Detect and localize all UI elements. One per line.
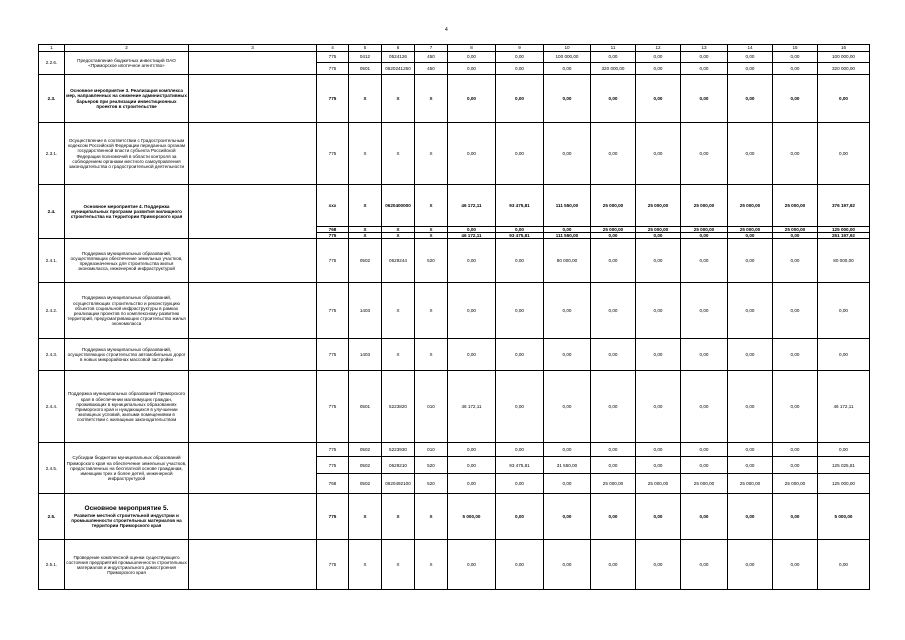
value-cell: 125 000,00 <box>818 474 870 494</box>
value-cell: 0,00 <box>636 52 681 63</box>
value-cell: 0,00 <box>681 52 728 63</box>
value-cell: 0,00 <box>591 443 636 457</box>
table-row <box>39 443 870 457</box>
value-cell: 0,00 <box>681 123 728 185</box>
value-cell: 0501 <box>349 371 382 443</box>
value-cell: 775 <box>317 540 349 590</box>
value-cell: 0,00 <box>681 457 728 474</box>
header-cell: 14 <box>728 45 773 52</box>
blank-cell <box>189 185 317 239</box>
table-row <box>39 371 870 443</box>
value-cell: X <box>382 75 415 123</box>
value-cell: 0,00 <box>728 371 773 443</box>
value-cell: 25 000,00 <box>591 185 636 227</box>
table-row <box>39 185 870 227</box>
value-cell: 5 000,00 <box>818 494 870 540</box>
value-cell: 0,00 <box>681 540 728 590</box>
value-cell: X <box>415 227 448 233</box>
value-cell: 0,00 <box>448 474 496 494</box>
value-cell: 111 550,00 <box>544 185 591 227</box>
value-cell: 520 <box>415 474 448 494</box>
value-cell: 0620400000 <box>382 185 415 227</box>
row-name-text: Поддержка муниципальных образований Приморского края в обеспечении малоимущих граждан, проживающих в муниципальных образованиях Приморского края и нуждающихся в улучшении жилищных условий, жилыми помещениями в соответствии с жилищным законодательством <box>67 391 186 423</box>
value-cell: 0,00 <box>728 233 773 239</box>
value-cell: 25 000,00 <box>728 185 773 227</box>
row-name <box>65 443 189 494</box>
value-cell: 93 475,81 <box>496 233 544 239</box>
value-cell: 376 197,92 <box>818 185 870 227</box>
value-cell: 775 <box>317 239 349 283</box>
value-cell: 010 <box>415 443 448 457</box>
row-name-text: Основное мероприятие 3. Реализация комплекса мер, направленных на снижение административных барьеров при реализации инвестиционных проектов в строительстве <box>66 88 187 109</box>
value-cell: 0629244 <box>382 239 415 283</box>
value-cell: 5 000,00 <box>448 494 496 540</box>
value-cell: 0,00 <box>448 63 496 75</box>
blank-cell <box>189 339 317 371</box>
value-cell: 100 000,00 <box>818 52 870 63</box>
value-cell: 520 <box>415 457 448 474</box>
value-cell: 0,00 <box>544 443 591 457</box>
row-name-text: Предоставление бюджетных инвестиций ОАО «Приморское ипотечное агентство» <box>77 57 176 68</box>
value-cell: 25 000,00 <box>681 474 728 494</box>
table-row <box>39 339 870 371</box>
value-cell: 0,00 <box>496 75 544 123</box>
value-cell: 0,00 <box>496 227 544 233</box>
value-cell: X <box>349 233 382 239</box>
value-cell: 25 000,00 <box>728 474 773 494</box>
value-cell: 775 <box>317 457 349 474</box>
value-cell: X <box>382 123 415 185</box>
value-cell: X <box>382 227 415 233</box>
header-cell: 3 <box>189 45 317 52</box>
row-name <box>65 494 189 540</box>
value-cell: 0,00 <box>636 283 681 339</box>
row-name <box>65 339 189 371</box>
value-cell: 0,00 <box>496 339 544 371</box>
value-cell: 0620492100 <box>382 474 415 494</box>
value-cell: 0,00 <box>773 123 818 185</box>
value-cell: 0,00 <box>773 540 818 590</box>
value-cell: 0,00 <box>681 371 728 443</box>
value-cell: 768 <box>317 474 349 494</box>
blank-cell <box>189 494 317 540</box>
blank-cell <box>189 443 317 494</box>
value-cell: 0,00 <box>681 443 728 457</box>
value-cell: 0,00 <box>544 227 591 233</box>
header-cell: 13 <box>681 45 728 52</box>
blank-cell <box>189 52 317 75</box>
row-name <box>65 239 189 283</box>
row-name <box>65 75 189 123</box>
value-cell: 0,00 <box>636 371 681 443</box>
value-cell: X <box>349 123 382 185</box>
row-name-text: Основное мероприятие 5. <box>84 505 169 513</box>
value-cell: 0,00 <box>681 339 728 371</box>
value-cell: 0,00 <box>591 123 636 185</box>
value-cell: 0,00 <box>681 75 728 123</box>
table-row <box>39 540 870 590</box>
value-cell: 0620241250 <box>382 63 415 75</box>
value-cell: 0,00 <box>636 494 681 540</box>
value-cell: 010 <box>415 371 448 443</box>
value-cell: 0,00 <box>728 457 773 474</box>
value-cell: 0,00 <box>496 52 544 63</box>
value-cell: X <box>415 339 448 371</box>
value-cell: 0,00 <box>591 52 636 63</box>
value-cell: 0,00 <box>636 443 681 457</box>
row-name-text: Поддержка муниципальных образований, осуществляющих обеспечение земельных участков, предназначенных для строительства жилья экономкласса, инженерной инфраструктурой <box>70 250 183 271</box>
value-cell: 0,00 <box>591 233 636 239</box>
value-cell: 0,00 <box>681 239 728 283</box>
value-cell: 0,00 <box>728 239 773 283</box>
table-row <box>39 494 870 540</box>
value-cell: 0,00 <box>636 63 681 75</box>
value-cell: 520 <box>415 239 448 283</box>
row-number: 2.4.4. <box>39 371 65 443</box>
value-cell: 25 000,00 <box>681 227 728 233</box>
value-cell: 5223930 <box>382 443 415 457</box>
row-name <box>65 123 189 185</box>
header-cell: 5 <box>349 45 382 52</box>
row-number: 2.2.6. <box>39 52 65 75</box>
value-cell: 0502 <box>349 474 382 494</box>
value-cell: 775 <box>317 494 349 540</box>
row-name <box>65 540 189 590</box>
value-cell: 0,00 <box>681 233 728 239</box>
row-number: 2.5. <box>39 494 65 540</box>
value-cell: ххх <box>317 185 349 227</box>
value-cell: 0,00 <box>591 371 636 443</box>
value-cell: 111 550,00 <box>544 233 591 239</box>
row-name <box>65 185 189 239</box>
table-row <box>39 52 870 63</box>
value-cell: 0,00 <box>544 494 591 540</box>
value-cell: 0,00 <box>636 75 681 123</box>
header-cell: 8 <box>448 45 496 52</box>
value-cell: 0,00 <box>681 494 728 540</box>
row-name-text: Проведение комплексной оценки существующего состояния предприятий промышленности строительных материалов и индустриального домостроения Приморского края <box>66 554 187 575</box>
value-cell: 46 172,11 <box>448 371 496 443</box>
blank-cell <box>189 123 317 185</box>
value-cell: 775 <box>317 123 349 185</box>
value-cell: 775 <box>317 52 349 63</box>
value-cell: 0,00 <box>728 283 773 339</box>
value-cell: 775 <box>317 283 349 339</box>
value-cell: 775 <box>317 233 349 239</box>
value-cell: 0629210 <box>382 457 415 474</box>
value-cell: 0,00 <box>818 283 870 339</box>
value-cell: 775 <box>317 371 349 443</box>
value-cell: 0,00 <box>818 75 870 123</box>
value-cell: X <box>382 339 415 371</box>
value-cell: 0412 <box>349 52 382 63</box>
value-cell: 0,00 <box>636 540 681 590</box>
value-cell: 0,00 <box>636 239 681 283</box>
value-cell: 0,00 <box>448 443 496 457</box>
value-cell: 25 000,00 <box>681 185 728 227</box>
value-cell: X <box>349 227 382 233</box>
header-cell: 15 <box>773 45 818 52</box>
header-cell: 10 <box>544 45 591 52</box>
value-cell: 0,00 <box>636 233 681 239</box>
row-name-text: Поддержка муниципальных образований, осуществляющих строительство и реконструкцию объектов социальной инфраструктуры в рамках реализации проектов по комплексному развитию территорий, предусматривающих строительство жилья экономкласса <box>67 295 186 327</box>
value-cell: 775 <box>317 63 349 75</box>
value-cell: 0,00 <box>773 63 818 75</box>
value-cell: 0,00 <box>448 339 496 371</box>
table-row <box>39 283 870 339</box>
value-cell: 0,00 <box>681 283 728 339</box>
row-number: 2.4.5. <box>39 443 65 494</box>
header-cell: 4 <box>317 45 349 52</box>
value-cell: 46 172,11 <box>818 371 870 443</box>
value-cell: 25 000,00 <box>591 227 636 233</box>
value-cell: X <box>415 233 448 239</box>
value-cell: 25 000,00 <box>773 185 818 227</box>
value-cell: 25 000,00 <box>773 227 818 233</box>
value-cell: 25 000,00 <box>636 185 681 227</box>
row-name <box>65 283 189 339</box>
value-cell: X <box>415 185 448 227</box>
value-cell: 0,00 <box>544 474 591 494</box>
value-cell: X <box>415 494 448 540</box>
value-cell: 5223820 <box>382 371 415 443</box>
header-cell: 2 <box>65 45 189 52</box>
value-cell: 0,00 <box>448 540 496 590</box>
value-cell: 46 172,11 <box>448 185 496 227</box>
value-cell: 25 000,00 <box>591 474 636 494</box>
value-cell: 768 <box>317 227 349 233</box>
value-cell: 0,00 <box>544 540 591 590</box>
value-cell: 0502 <box>349 457 382 474</box>
value-cell: 0,00 <box>818 339 870 371</box>
value-cell: 0,00 <box>448 457 496 474</box>
value-cell: 25 000,00 <box>773 474 818 494</box>
value-cell: 0,00 <box>773 371 818 443</box>
value-cell: 775 <box>317 339 349 371</box>
value-cell: 0,00 <box>448 227 496 233</box>
row-number: 2.3.1. <box>39 123 65 185</box>
value-cell: 0,00 <box>728 339 773 371</box>
value-cell: 0,00 <box>591 540 636 590</box>
value-cell: 0502 <box>349 239 382 283</box>
value-cell: X <box>349 540 382 590</box>
value-cell: 25 000,00 <box>636 474 681 494</box>
value-cell: 1403 <box>349 339 382 371</box>
value-cell: 0,00 <box>773 457 818 474</box>
value-cell: 0524126 <box>382 52 415 63</box>
value-cell: 46 172,11 <box>448 233 496 239</box>
row-number: 2.3. <box>39 75 65 123</box>
value-cell: 0,00 <box>496 540 544 590</box>
value-cell: 0,00 <box>544 283 591 339</box>
value-cell: 0,00 <box>636 123 681 185</box>
value-cell: X <box>382 283 415 339</box>
value-cell: 0,00 <box>773 494 818 540</box>
blank-cell <box>189 75 317 123</box>
value-cell: 0,00 <box>773 239 818 283</box>
value-cell: 125 025,81 <box>818 457 870 474</box>
header-cell: 7 <box>415 45 448 52</box>
row-number: 2.5.1. <box>39 540 65 590</box>
value-cell: 0,00 <box>728 75 773 123</box>
value-cell: 320 000,00 <box>818 63 870 75</box>
value-cell: X <box>349 75 382 123</box>
value-cell: X <box>382 540 415 590</box>
value-cell: 0,00 <box>544 371 591 443</box>
value-cell: 0,00 <box>591 75 636 123</box>
value-cell: 0,00 <box>773 75 818 123</box>
value-cell: 0,00 <box>496 474 544 494</box>
table-row <box>39 75 870 123</box>
value-cell: 0,00 <box>591 494 636 540</box>
header-cell: 12 <box>636 45 681 52</box>
value-cell: 251 197,92 <box>818 233 870 239</box>
value-cell: 25 000,00 <box>636 227 681 233</box>
value-cell: 0,00 <box>496 123 544 185</box>
header-cell: 9 <box>496 45 544 52</box>
value-cell: 0,00 <box>544 339 591 371</box>
budget-table <box>38 44 870 590</box>
value-cell: 0,00 <box>636 457 681 474</box>
value-cell: 450 <box>415 52 448 63</box>
value-cell: X <box>415 123 448 185</box>
value-cell: 0,00 <box>728 494 773 540</box>
row-number: 2.4. <box>39 185 65 239</box>
value-cell: 0,00 <box>591 283 636 339</box>
value-cell: 320 000,00 <box>591 63 636 75</box>
value-cell: X <box>415 540 448 590</box>
value-cell: 25 000,00 <box>728 227 773 233</box>
value-cell: 0501 <box>349 63 382 75</box>
value-cell: 0,00 <box>544 75 591 123</box>
value-cell: 0,00 <box>728 52 773 63</box>
table-row <box>39 123 870 185</box>
row-number: 2.4.3. <box>39 339 65 371</box>
value-cell: 0,00 <box>496 63 544 75</box>
value-cell: 0,00 <box>591 239 636 283</box>
value-cell: X <box>415 75 448 123</box>
value-cell: 31 550,00 <box>544 457 591 474</box>
value-cell: 0,00 <box>773 52 818 63</box>
value-cell: 0,00 <box>448 239 496 283</box>
header-cell: 16 <box>818 45 870 52</box>
row-name-text: Поддержка муниципальных образований, осуществляющих строительство автомобильных дорог в новых микрорайонах массовой застройки <box>67 347 186 363</box>
value-cell: 80 000,00 <box>818 239 870 283</box>
value-cell: 775 <box>317 75 349 123</box>
value-cell: 0,00 <box>728 540 773 590</box>
blank-cell <box>189 371 317 443</box>
value-cell: 0,00 <box>728 443 773 457</box>
value-cell: 80 000,00 <box>544 239 591 283</box>
blank-cell <box>189 540 317 590</box>
value-cell: 1403 <box>349 283 382 339</box>
row-name-text: Субсидии бюджетам муниципальных образований Приморского края на обеспечение земельных участков, предоставленных на бесплатной основе гражданам, имеющим трех и более детей, инженерной инфраструктурой <box>66 455 187 481</box>
row-number: 2.4.2. <box>39 283 65 339</box>
value-cell: 0,00 <box>544 63 591 75</box>
value-cell: 0,00 <box>818 443 870 457</box>
value-cell: X <box>349 494 382 540</box>
value-cell: 0,00 <box>818 123 870 185</box>
value-cell: 0,00 <box>773 443 818 457</box>
value-cell: 0,00 <box>773 233 818 239</box>
value-cell: 0,00 <box>818 540 870 590</box>
value-cell: 93 475,81 <box>496 185 544 227</box>
page-number: 4 <box>445 27 448 33</box>
value-cell: 450 <box>415 63 448 75</box>
value-cell: X <box>382 494 415 540</box>
row-name <box>65 52 189 75</box>
value-cell: 775 <box>317 443 349 457</box>
value-cell: 0,00 <box>636 339 681 371</box>
value-cell: 0,00 <box>448 75 496 123</box>
row-name-text: Осуществление в соответствии с Градостроительным кодексом Российской Федерации переданных органам государственной власти субъекта Российской Федерации полномочий в области контроля за соблюдением органами местного самоуправления законодательства о градостроительной деятельности <box>67 138 186 169</box>
value-cell: X <box>382 233 415 239</box>
table-row <box>39 239 870 283</box>
value-cell: 100 000,00 <box>544 52 591 63</box>
value-cell: 0,00 <box>496 283 544 339</box>
value-cell: 0,00 <box>773 339 818 371</box>
blank-cell <box>189 283 317 339</box>
value-cell: 0502 <box>349 443 382 457</box>
value-cell: 0,00 <box>448 52 496 63</box>
value-cell: X <box>349 185 382 227</box>
row-number: 2.4.1. <box>39 239 65 283</box>
value-cell: 0,00 <box>496 239 544 283</box>
header-row <box>39 45 870 52</box>
value-cell: 0,00 <box>591 457 636 474</box>
header-cell: 1 <box>39 45 65 52</box>
value-cell: 0,00 <box>728 63 773 75</box>
blank-cell <box>189 239 317 283</box>
value-cell: 0,00 <box>448 123 496 185</box>
row-name-subtext: Развитие местной строительной индустрии и промышленности строительных материалов на территории Приморского края <box>71 512 182 528</box>
value-cell: 0,00 <box>448 283 496 339</box>
value-cell: 0,00 <box>496 443 544 457</box>
value-cell: 125 000,00 <box>818 227 870 233</box>
value-cell: 0,00 <box>544 123 591 185</box>
header-cell: 6 <box>382 45 415 52</box>
row-name-text: Основное мероприятие 4. Поддержка муниципальных программ развития жилищного строительства на территории Приморского края <box>70 203 183 220</box>
value-cell: 93 475,81 <box>496 457 544 474</box>
header-cell: 11 <box>591 45 636 52</box>
value-cell: 0,00 <box>728 123 773 185</box>
value-cell: 0,00 <box>773 283 818 339</box>
value-cell: 0,00 <box>681 63 728 75</box>
value-cell: 0,00 <box>496 494 544 540</box>
row-name <box>65 371 189 443</box>
value-cell: X <box>415 283 448 339</box>
value-cell: 0,00 <box>591 339 636 371</box>
value-cell: 0,00 <box>496 371 544 443</box>
